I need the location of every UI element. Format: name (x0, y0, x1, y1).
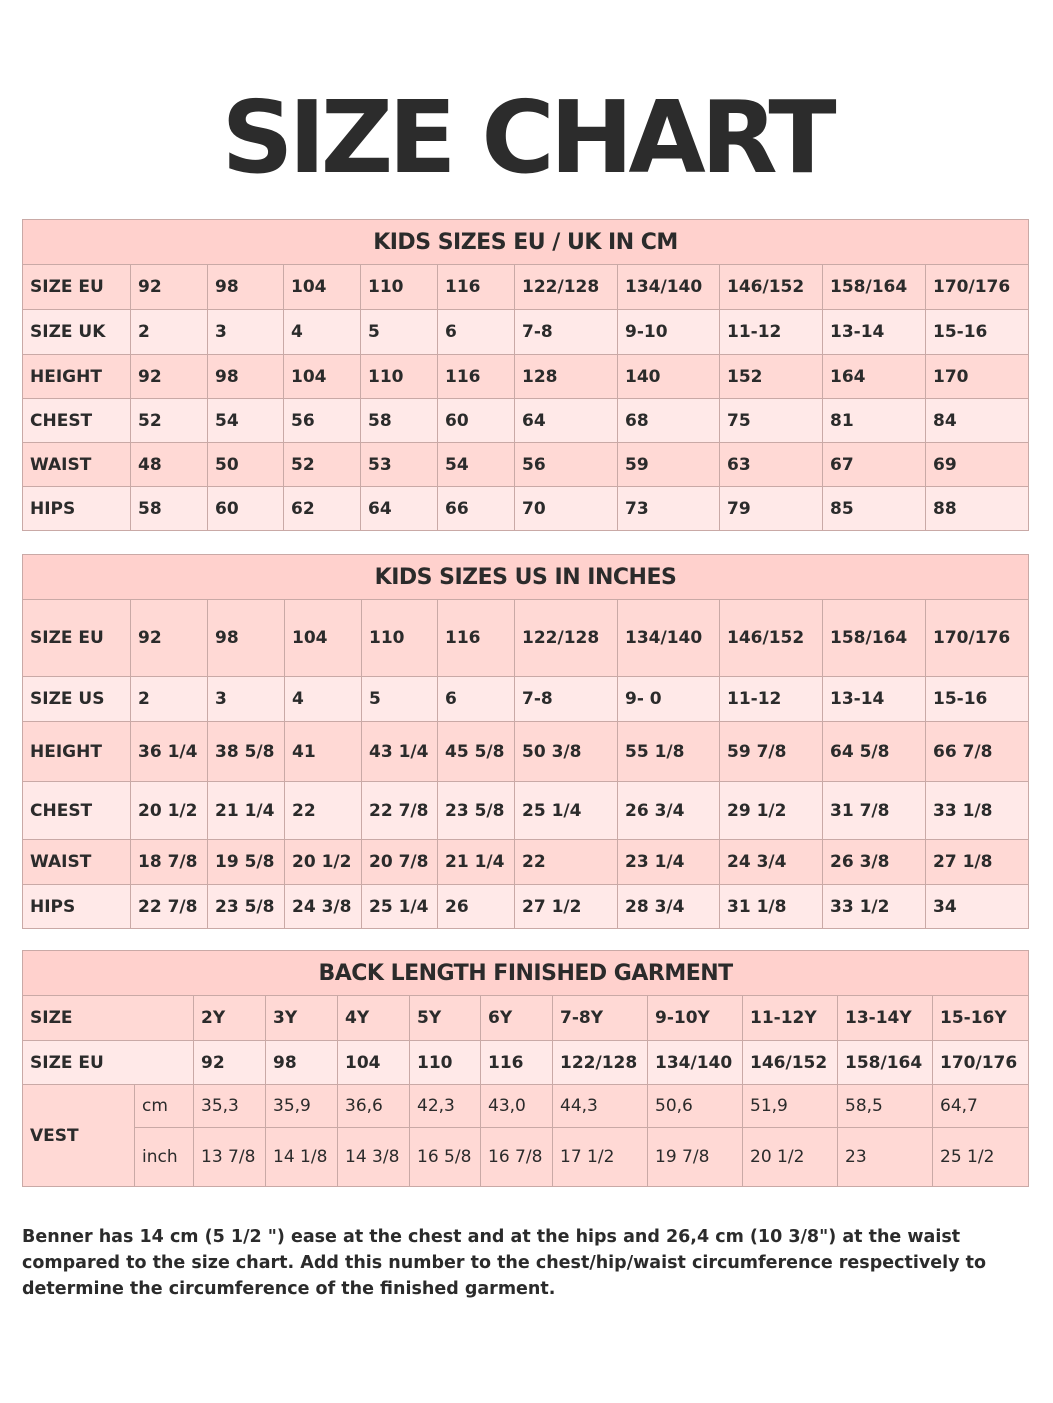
table-cell: 6Y (481, 996, 553, 1041)
table-row (23, 443, 1029, 487)
table-cell: 88 (926, 487, 1029, 531)
table-cell: 60 (438, 399, 515, 443)
table-cell: 20 7/8 (362, 840, 438, 885)
table-cell: 23 5/8 (208, 885, 285, 929)
table-cell: 20 1/2 (743, 1128, 838, 1187)
table-cell: 11-12 (720, 310, 823, 355)
vest-label: VEST (23, 1085, 135, 1187)
table-cell: 15-16 (926, 677, 1029, 722)
table-row (23, 996, 1029, 1041)
table-cell: 26 (438, 885, 515, 929)
table-cell: 13 7/8 (194, 1128, 266, 1187)
table-row (23, 265, 1029, 310)
table-cell: 69 (926, 443, 1029, 487)
table-cell: 29 1/2 (720, 782, 823, 840)
table-cell: 23 1/4 (618, 840, 720, 885)
table-cell: 50 3/8 (515, 722, 618, 782)
table-cell: 9- 0 (618, 677, 720, 722)
table-cell: 14 3/8 (338, 1128, 410, 1187)
table-cell: 21 1/4 (438, 840, 515, 885)
table-cell: 68 (618, 399, 720, 443)
table-cell: 60 (208, 487, 284, 531)
table-cell: 81 (823, 399, 926, 443)
table-cell: 48 (131, 443, 208, 487)
table-cell: 110 (361, 355, 438, 399)
table-cell: 158/164 (823, 600, 926, 677)
table-cell: 5Y (410, 996, 481, 1041)
table-cell: 31 1/8 (720, 885, 823, 929)
table-cell: 104 (338, 1041, 410, 1085)
table-cell: 42,3 (410, 1085, 481, 1128)
table-cell: 122/128 (515, 600, 618, 677)
table-cell: 104 (284, 355, 361, 399)
table-cell: 3 (208, 677, 285, 722)
table-cell: 70 (515, 487, 618, 531)
table-cell: 3Y (266, 996, 338, 1041)
table-cell: 43,0 (481, 1085, 553, 1128)
table-cell: 44,3 (553, 1085, 648, 1128)
table-cell: 128 (515, 355, 618, 399)
table-cell: 41 (285, 722, 362, 782)
table-cell: 54 (438, 443, 515, 487)
table-cell: 164 (823, 355, 926, 399)
row-label: SIZE UK (23, 310, 131, 355)
table-cell: 7-8 (515, 310, 618, 355)
table-cell: 5 (361, 310, 438, 355)
row-label: HEIGHT (23, 722, 131, 782)
table-cell: 104 (285, 600, 362, 677)
table-cell: 152 (720, 355, 823, 399)
table-cell: 66 (438, 487, 515, 531)
table-cell: 110 (362, 600, 438, 677)
table-cell: 17 1/2 (553, 1128, 648, 1187)
table-cell: 23 (838, 1128, 933, 1187)
table-cell: 36 1/4 (131, 722, 208, 782)
table-cell: 26 3/8 (823, 840, 926, 885)
table-cell: 15-16Y (933, 996, 1029, 1041)
table-cell: 122/128 (553, 1041, 648, 1085)
table-cell: 134/140 (618, 600, 720, 677)
table-cell: 98 (208, 265, 284, 310)
table-cell: 4Y (338, 996, 410, 1041)
table-cell: 13-14 (823, 310, 926, 355)
unit-label-inch: inch (135, 1128, 194, 1187)
page-title: SIZE CHART (221, 79, 832, 196)
table-row (23, 310, 1029, 355)
table-cell: 98 (208, 355, 284, 399)
table-cell: 170/176 (933, 1041, 1029, 1085)
table-cell: 23 5/8 (438, 782, 515, 840)
table-cell: 58,5 (838, 1085, 933, 1128)
table-cell: 16 5/8 (410, 1128, 481, 1187)
table-cell: 25 1/4 (515, 782, 618, 840)
unit-label-cm: cm (135, 1085, 194, 1128)
table-cell: 27 1/8 (926, 840, 1029, 885)
table-cell: 19 5/8 (208, 840, 285, 885)
table-cell: 92 (194, 1041, 266, 1085)
table-title: KIDS SIZES US IN INCHES (23, 555, 1029, 600)
table-cell: 158/164 (823, 265, 926, 310)
table-cell: 4 (285, 677, 362, 722)
table-cell: 66 7/8 (926, 722, 1029, 782)
table-cell: 2Y (194, 996, 266, 1041)
table-cell: 5 (362, 677, 438, 722)
table-cell: 58 (361, 399, 438, 443)
table-cell: 116 (438, 265, 515, 310)
table-row (23, 600, 1029, 677)
table-row (23, 1041, 1029, 1085)
table-cell: 98 (208, 600, 285, 677)
table-cell: 11-12Y (743, 996, 838, 1041)
table-row (23, 399, 1029, 443)
row-label: SIZE US (23, 677, 131, 722)
table-cell: 56 (515, 443, 618, 487)
table-cell: 20 1/2 (131, 782, 208, 840)
row-label: HEIGHT (23, 355, 131, 399)
table-cell: 64,7 (933, 1085, 1029, 1128)
table-cell: 63 (720, 443, 823, 487)
table-cell: 45 5/8 (438, 722, 515, 782)
table-cell: 21 1/4 (208, 782, 285, 840)
table-cell: 20 1/2 (285, 840, 362, 885)
table-cell: 62 (284, 487, 361, 531)
table-cell: 31 7/8 (823, 782, 926, 840)
table-cell: 75 (720, 399, 823, 443)
table-row (23, 885, 1029, 929)
table-cell: 15-16 (926, 310, 1029, 355)
table-cell: 146/152 (720, 265, 823, 310)
table-cell: 79 (720, 487, 823, 531)
table-cell: 26 3/4 (618, 782, 720, 840)
table-cell: 104 (284, 265, 361, 310)
table-cell: 116 (481, 1041, 553, 1085)
table-cell: 64 5/8 (823, 722, 926, 782)
table-cell: 43 1/4 (362, 722, 438, 782)
table-cell: 28 3/4 (618, 885, 720, 929)
table-cell: 51,9 (743, 1085, 838, 1128)
table-cell: 56 (284, 399, 361, 443)
ease-note: Benner has 14 cm (5 1/2 ") ease at the chest and at the hips and 26,4 cm (10 3/8") at the waist compared to the size chart. Add this number to the chest/hip/waist circumference respectively to determine the circumference of the finished garment. (22, 1227, 987, 1299)
size-table-eu-uk (22, 219, 1029, 531)
table-cell: 9-10Y (648, 996, 743, 1041)
table-cell: 64 (515, 399, 618, 443)
table-row (23, 355, 1029, 399)
row-label: HIPS (23, 885, 131, 929)
table-cell: 50 (208, 443, 284, 487)
table-cell: 170/176 (926, 600, 1029, 677)
table-cell: 13-14Y (838, 996, 933, 1041)
table-cell: 170/176 (926, 265, 1029, 310)
row-label: SIZE EU (23, 600, 131, 677)
table-cell: 19 7/8 (648, 1128, 743, 1187)
table-cell: 73 (618, 487, 720, 531)
table-cell: 38 5/8 (208, 722, 285, 782)
back-length-table (22, 950, 1029, 1187)
table-title: BACK LENGTH FINISHED GARMENT (23, 951, 1029, 996)
table-cell: 34 (926, 885, 1029, 929)
table-cell: 116 (438, 355, 515, 399)
table-cell: 18 7/8 (131, 840, 208, 885)
table-cell: 13-14 (823, 677, 926, 722)
table-cell: 7-8Y (553, 996, 648, 1041)
table-cell: 92 (131, 265, 208, 310)
table-cell: 22 7/8 (131, 885, 208, 929)
table-cell: 58 (131, 487, 208, 531)
table-cell: 55 1/8 (618, 722, 720, 782)
table-cell: 4 (284, 310, 361, 355)
table-row (23, 782, 1029, 840)
table-cell: 25 1/4 (362, 885, 438, 929)
table-cell: 170 (926, 355, 1029, 399)
table-row (23, 1128, 1029, 1187)
table-row (23, 1085, 1029, 1128)
table-cell: 33 1/8 (926, 782, 1029, 840)
table-cell: 98 (266, 1041, 338, 1085)
table-cell: 122/128 (515, 265, 618, 310)
table-cell: 92 (131, 600, 208, 677)
table-cell: 6 (438, 310, 515, 355)
table-cell: 158/164 (838, 1041, 933, 1085)
table-cell: 16 7/8 (481, 1128, 553, 1187)
table-cell: 22 (285, 782, 362, 840)
table-cell: 25 1/2 (933, 1128, 1029, 1187)
table-cell: 110 (410, 1041, 481, 1085)
table-cell: 35,9 (266, 1085, 338, 1128)
table-cell: 53 (361, 443, 438, 487)
table-cell: 54 (208, 399, 284, 443)
table-cell: 67 (823, 443, 926, 487)
table-cell: 116 (438, 600, 515, 677)
table-cell: 6 (438, 677, 515, 722)
table-cell: 22 (515, 840, 618, 885)
table-cell: 59 (618, 443, 720, 487)
row-label: SIZE (23, 996, 194, 1041)
table-cell: 85 (823, 487, 926, 531)
table-cell: 7-8 (515, 677, 618, 722)
size-table-us-inches (22, 554, 1029, 929)
table-cell: 59 7/8 (720, 722, 823, 782)
table-cell: 14 1/8 (266, 1128, 338, 1187)
table-cell: 146/152 (720, 600, 823, 677)
table-cell: 24 3/8 (285, 885, 362, 929)
row-label: HIPS (23, 487, 131, 531)
table-cell: 84 (926, 399, 1029, 443)
table-cell: 140 (618, 355, 720, 399)
table-row (23, 677, 1029, 722)
table-cell: 134/140 (618, 265, 720, 310)
row-label: CHEST (23, 399, 131, 443)
table-cell: 52 (131, 399, 208, 443)
table-cell: 146/152 (743, 1041, 838, 1085)
table-cell: 50,6 (648, 1085, 743, 1128)
table-title: KIDS SIZES EU / UK IN CM (23, 220, 1029, 265)
row-label: CHEST (23, 782, 131, 840)
table-cell: 52 (284, 443, 361, 487)
table-cell: 24 3/4 (720, 840, 823, 885)
table-cell: 11-12 (720, 677, 823, 722)
table-cell: 92 (131, 355, 208, 399)
row-label: WAIST (23, 840, 131, 885)
table-cell: 134/140 (648, 1041, 743, 1085)
table-cell: 2 (131, 677, 208, 722)
table-row (23, 840, 1029, 885)
table-cell: 22 7/8 (362, 782, 438, 840)
row-label: WAIST (23, 443, 131, 487)
table-cell: 27 1/2 (515, 885, 618, 929)
table-cell: 36,6 (338, 1085, 410, 1128)
table-cell: 110 (361, 265, 438, 310)
row-label: SIZE EU (23, 265, 131, 310)
table-cell: 33 1/2 (823, 885, 926, 929)
table-cell: 2 (131, 310, 208, 355)
table-cell: 3 (208, 310, 284, 355)
table-cell: 9-10 (618, 310, 720, 355)
table-cell: 64 (361, 487, 438, 531)
table-row (23, 722, 1029, 782)
row-label: SIZE EU (23, 1041, 194, 1085)
table-row (23, 487, 1029, 531)
table-cell: 35,3 (194, 1085, 266, 1128)
